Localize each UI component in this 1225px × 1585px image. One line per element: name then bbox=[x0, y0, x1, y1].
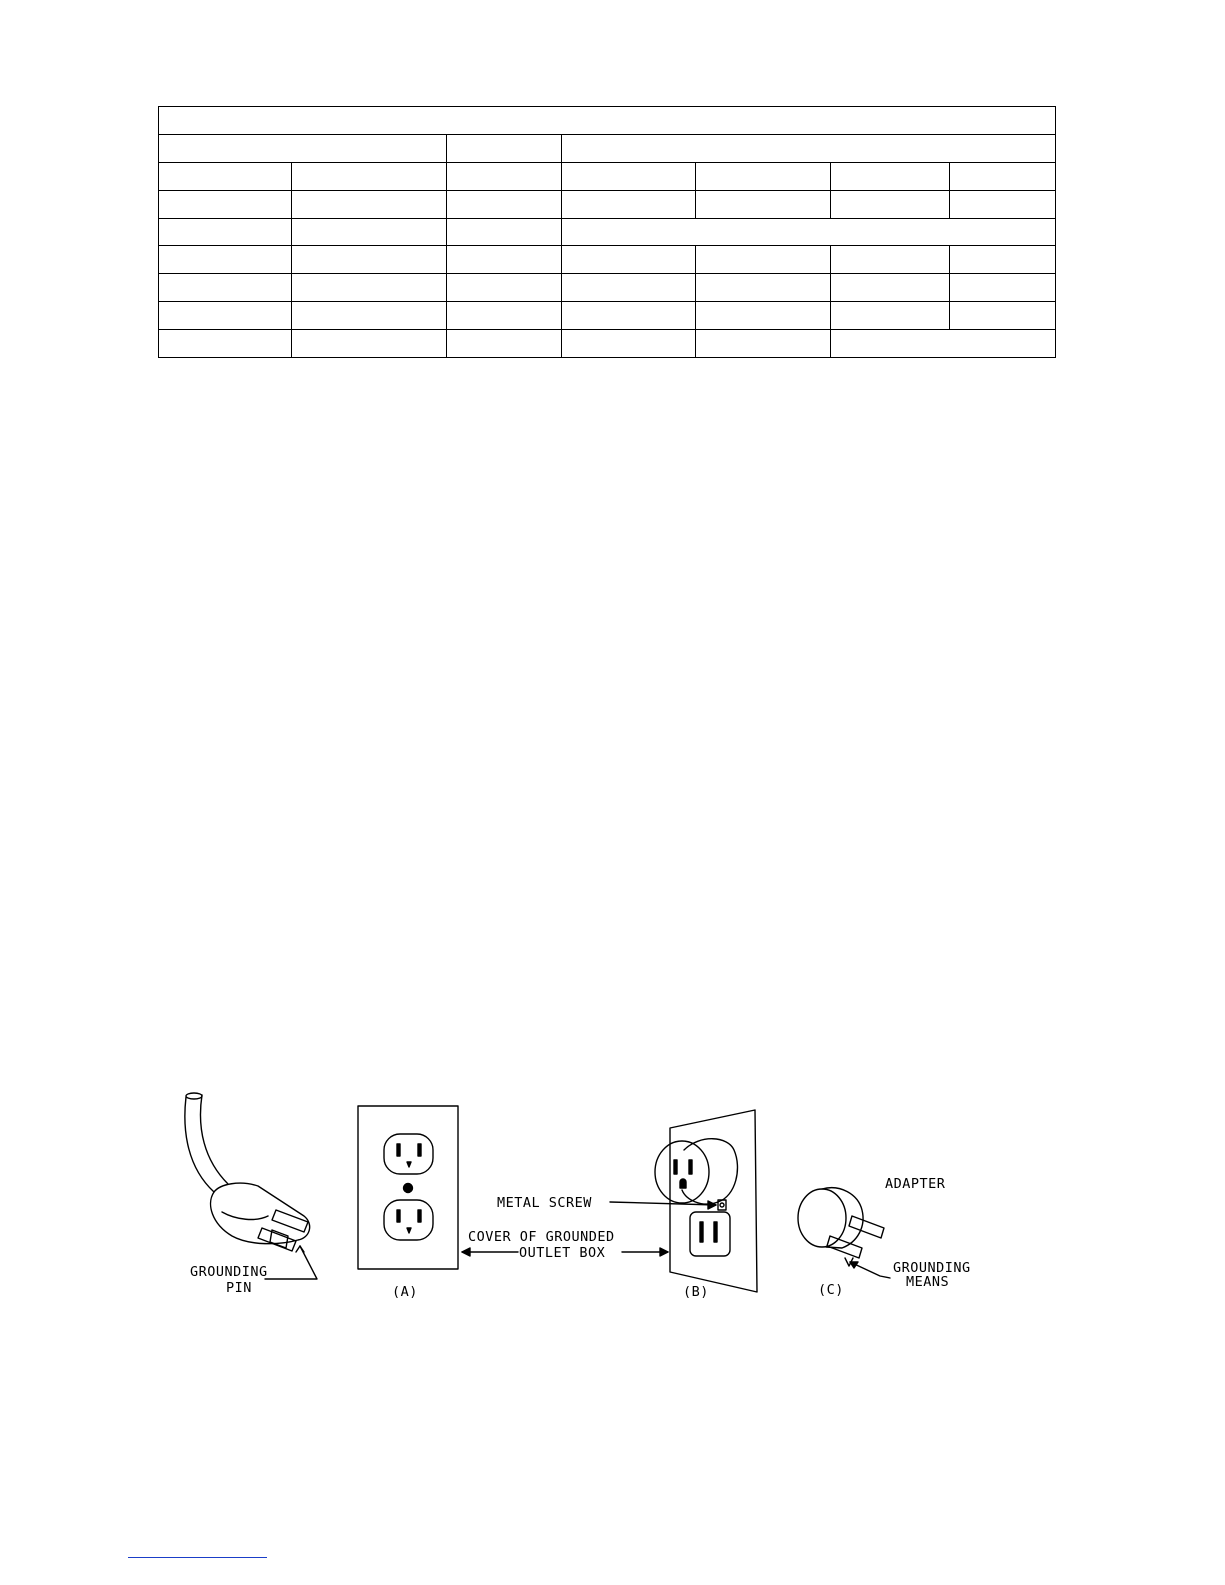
table-cell bbox=[562, 218, 1056, 246]
table-cell bbox=[950, 246, 1056, 274]
grounding-means-label-line2: MEANS bbox=[906, 1274, 950, 1290]
table-cell bbox=[950, 274, 1056, 302]
grounding-pin-label-line2: PIN bbox=[226, 1280, 252, 1296]
grounding-illustration bbox=[0, 1080, 1225, 1310]
adapter-icon bbox=[798, 1176, 971, 1298]
table-cell bbox=[831, 274, 950, 302]
table-cell bbox=[831, 162, 950, 190]
table-cell bbox=[447, 134, 562, 162]
table-cell bbox=[950, 302, 1056, 330]
grounding-means-label-line1: GROUNDING bbox=[893, 1260, 971, 1276]
cover-label-line1: COVER OF GROUNDED bbox=[468, 1229, 615, 1245]
table-row bbox=[159, 246, 1056, 274]
table-row bbox=[159, 107, 1056, 135]
table-row bbox=[159, 274, 1056, 302]
table-cell bbox=[831, 330, 1056, 358]
table-cell bbox=[159, 274, 292, 302]
plug-with-grounding-pin-icon bbox=[185, 1093, 317, 1296]
metal-screw-label: METAL SCREW bbox=[497, 1195, 592, 1211]
grounding-pin-label-line1: GROUNDING bbox=[190, 1264, 268, 1280]
table-cell bbox=[562, 134, 1056, 162]
table-row bbox=[159, 218, 1056, 246]
table-cell bbox=[447, 274, 562, 302]
table-cell bbox=[950, 162, 1056, 190]
table-row bbox=[159, 162, 1056, 190]
table-cell bbox=[696, 274, 831, 302]
cover-label-group bbox=[462, 1229, 668, 1261]
table-cell bbox=[831, 190, 950, 218]
table-cell bbox=[292, 302, 447, 330]
table-cell bbox=[159, 218, 292, 246]
table-cell bbox=[696, 246, 831, 274]
table-cell bbox=[159, 330, 292, 358]
table-cell bbox=[159, 246, 292, 274]
table-cell bbox=[950, 190, 1056, 218]
table-cell bbox=[696, 162, 831, 190]
caption-c: (C) bbox=[818, 1282, 844, 1298]
table-cell bbox=[292, 330, 447, 358]
table-cell bbox=[831, 246, 950, 274]
table-cell bbox=[447, 218, 562, 246]
cover-label-line2: OUTLET BOX bbox=[519, 1245, 606, 1261]
table-cell bbox=[447, 162, 562, 190]
table-cell bbox=[562, 190, 696, 218]
table-cell bbox=[696, 302, 831, 330]
table-cell bbox=[159, 190, 292, 218]
table-cell bbox=[292, 162, 447, 190]
table-cell bbox=[447, 190, 562, 218]
table-cell bbox=[696, 190, 831, 218]
table-cell bbox=[159, 134, 447, 162]
caption-b: (B) bbox=[683, 1284, 709, 1300]
duplex-outlet-icon bbox=[358, 1106, 458, 1300]
table-cell bbox=[447, 302, 562, 330]
table-row bbox=[159, 190, 1056, 218]
table-cell bbox=[831, 302, 950, 330]
table-cell bbox=[292, 218, 447, 246]
table-cell bbox=[447, 330, 562, 358]
table-cell bbox=[159, 162, 292, 190]
table-cell bbox=[292, 274, 447, 302]
table-cell bbox=[159, 107, 1056, 135]
table-cell bbox=[696, 330, 831, 358]
specification-table bbox=[158, 106, 1056, 358]
table-cell bbox=[562, 162, 696, 190]
adapter-label: ADAPTER bbox=[885, 1176, 946, 1192]
table-cell bbox=[447, 246, 562, 274]
table-cell bbox=[292, 190, 447, 218]
table-cell bbox=[292, 246, 447, 274]
table-cell bbox=[159, 302, 292, 330]
table-cell bbox=[562, 302, 696, 330]
table-cell bbox=[562, 274, 696, 302]
table-cell bbox=[562, 246, 696, 274]
table-cell bbox=[562, 330, 696, 358]
wall-outlet-with-adapter-icon bbox=[497, 1110, 757, 1300]
table-row bbox=[159, 302, 1056, 330]
table-row bbox=[159, 330, 1056, 358]
caption-a: (A) bbox=[392, 1284, 418, 1300]
table-row bbox=[159, 134, 1056, 162]
footnote-rule bbox=[128, 1557, 267, 1558]
